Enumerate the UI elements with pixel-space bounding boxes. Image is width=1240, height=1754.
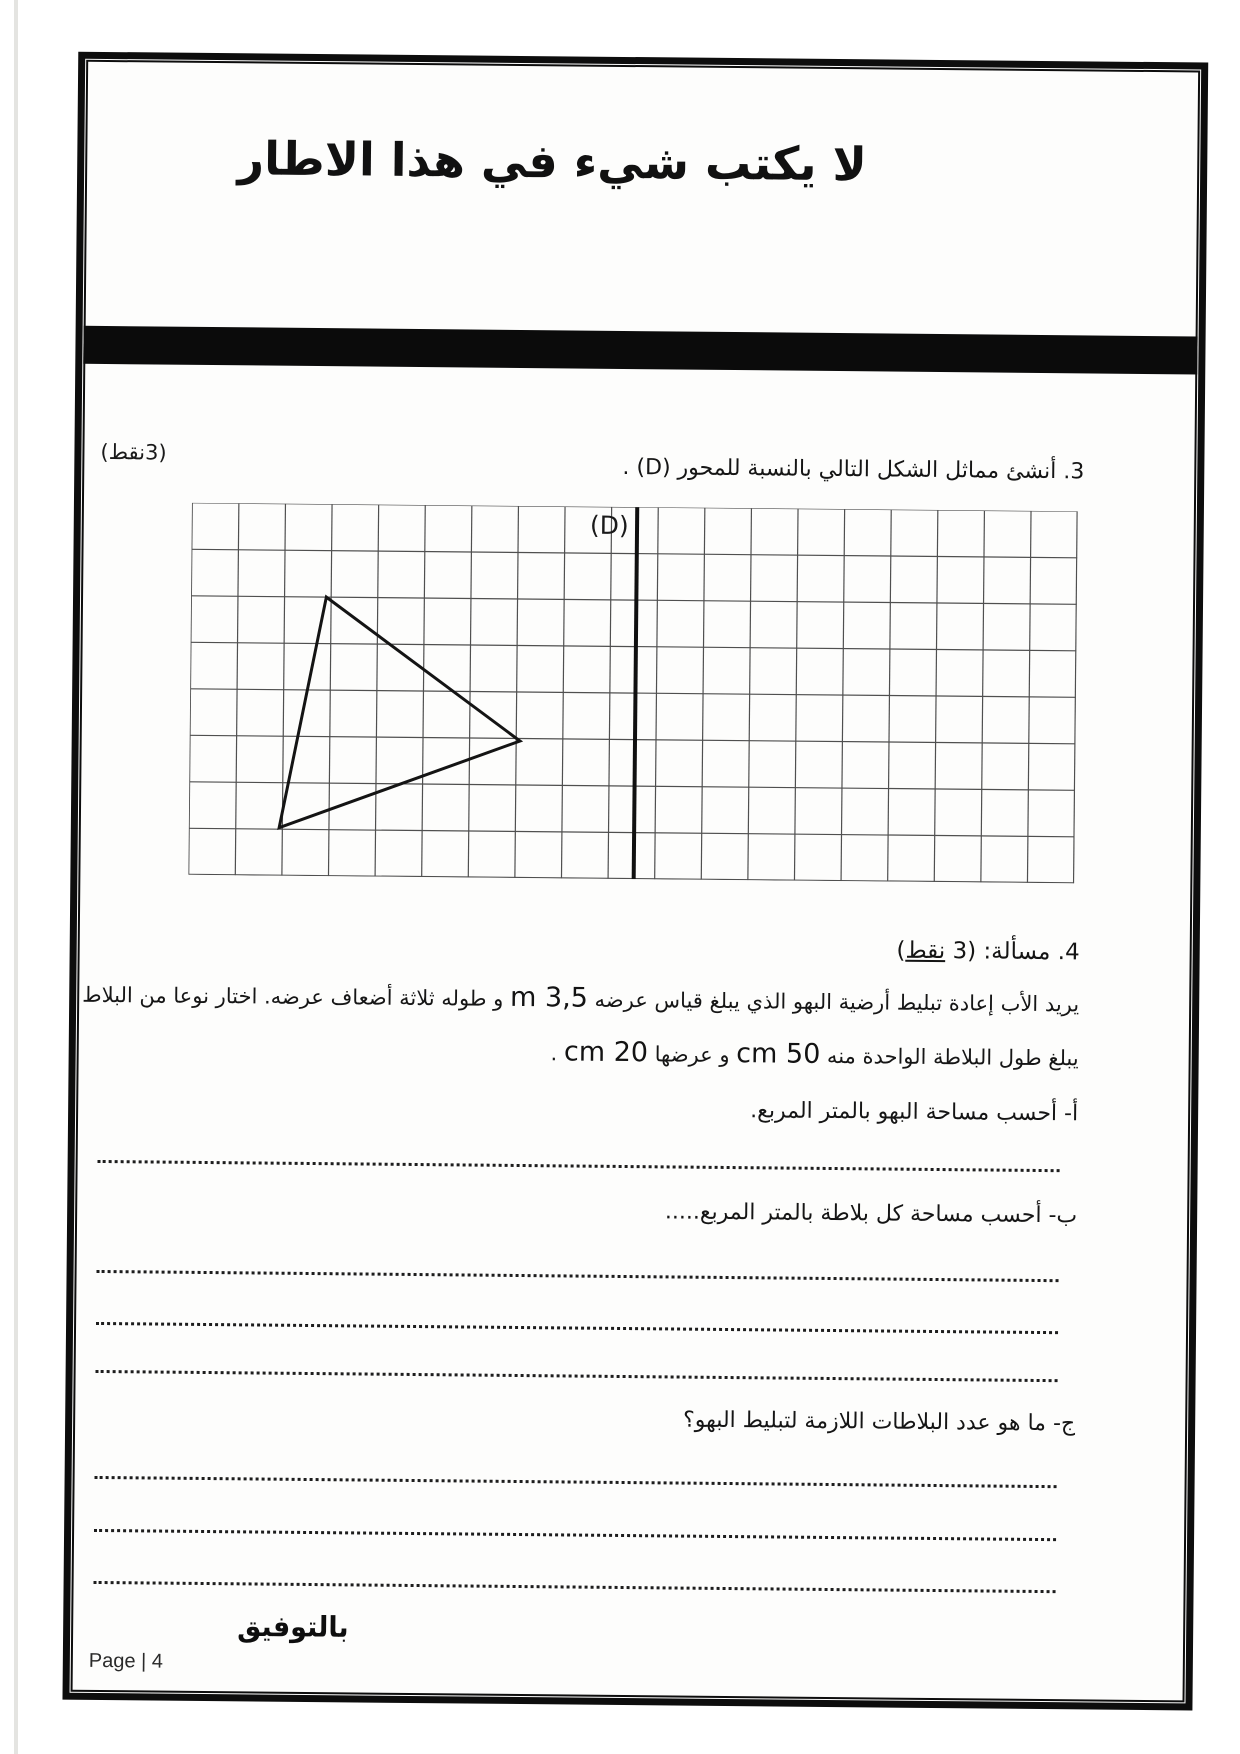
header-divider-band xyxy=(83,326,1197,375)
answer-dotted-line xyxy=(98,1160,1060,1172)
reflection-grid-svg xyxy=(188,503,1078,883)
scan-artifact-streak xyxy=(14,0,18,1754)
question4-statement-line2 xyxy=(550,1036,1078,1072)
answer-dotted-line xyxy=(97,1270,1059,1282)
statement-2a: يبلغ طول البلاطة الواحدة منه xyxy=(820,1043,1079,1071)
page-frame-inner xyxy=(71,60,1201,1703)
part-b-trailing-dots: .... xyxy=(664,1199,694,1225)
statement-1a: يريد الأب إعادة تبليط أرضية البهو الذي يبلغ قياس عرضه xyxy=(587,987,1080,1017)
question4-part-c: ج- ما هو عدد البلاطات اللازمة لتبليط البهو؟ xyxy=(682,1407,1076,1437)
question4-heading xyxy=(896,938,1080,966)
question4-part-b xyxy=(665,1199,1077,1228)
axis-d-label: (D) xyxy=(589,510,629,541)
tile-length-value: 50 cm xyxy=(736,1038,821,1070)
part-b-text: ب- أحسب مساحة كل بلاطة بالمتر المربع. xyxy=(692,1199,1078,1229)
good-luck-text: بالتوفيق xyxy=(237,1610,349,1645)
statement-2b: و عرضها xyxy=(647,1042,737,1068)
answer-dotted-line xyxy=(94,1529,1056,1541)
no-write-notice: لا يكتب شيء في هذا الاطار xyxy=(237,131,868,192)
answer-dotted-line xyxy=(96,1322,1058,1334)
answer-dotted-line xyxy=(96,1370,1058,1382)
question4-statement-line1 xyxy=(82,978,1079,1019)
question3-text: 3. أنشئ مماثل الشكل التالي بالنسبة للمحور (D) . xyxy=(622,454,1085,485)
question3-points-label: (3نقط) xyxy=(100,439,167,465)
answer-dotted-line xyxy=(94,1581,1056,1593)
page-frame xyxy=(62,52,1208,1711)
statement-2c: . xyxy=(550,1041,565,1066)
tile-width-value: 20 cm xyxy=(563,1036,649,1069)
question4-heading-suffix: ) xyxy=(896,937,906,964)
answer-dotted-line xyxy=(95,1476,1057,1488)
question4-heading-underlined: نقط xyxy=(905,937,946,965)
reflection-grid xyxy=(188,503,1078,883)
page-number: Page | 4 xyxy=(88,1649,164,1673)
hall-width-value: 3,5 m xyxy=(509,981,589,1014)
question4-heading-prefix: 4. مسألة: (3 xyxy=(945,938,1080,966)
question4-part-a: أ- أحسب مساحة البهو بالمتر المربع. xyxy=(750,1098,1079,1127)
statement-1b: و طوله ثلاثة أضعاف عرضه. اختار نوعا من البلاط xyxy=(82,982,511,1011)
